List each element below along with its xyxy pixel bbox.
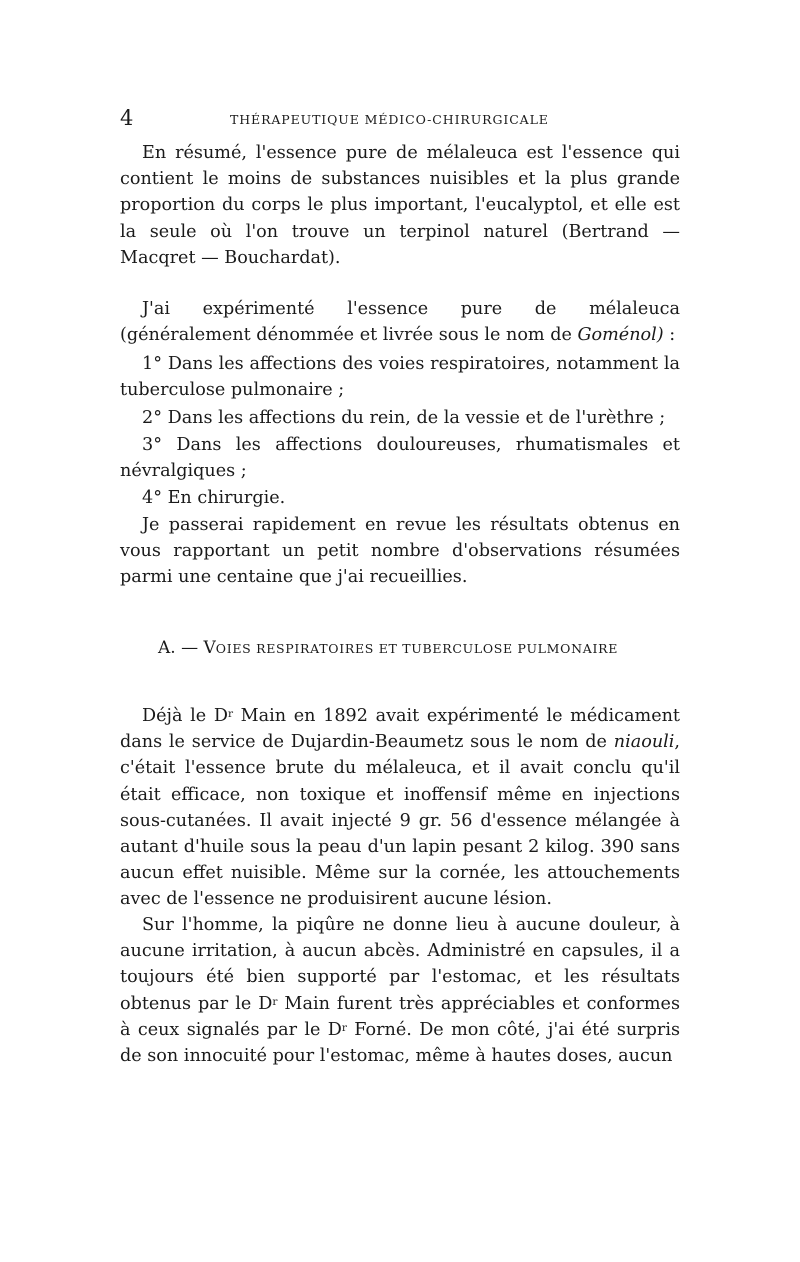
p1-text-c: , c'était l'essence brute du mélaleuca, et il avait conclu qu'il était efficace, non toxique et inoffensif même en injections sous-cutanées. Il avait injecté 9 gr. 56 d'essence mélangée à autant d'huile sous la peau d'un lapin pesant 2 kilog. 390 sans aucun effet nuisible. Même sur la cornée, les attouchements avec de l'essence ne produisirent aucune lésion. (120, 732, 680, 910)
item-2-text: 2° Dans les affections du rein, de la vessie et de l'urèthre ; (142, 408, 666, 428)
paragraph-main-1 (120, 703, 680, 913)
p2-text-c: Forné. De mon côté, j'ai été surpris de son innocuité pour l'estomac, même à hautes doses, aucun (120, 1019, 680, 1067)
p1-text-a: Déjà le D (142, 706, 228, 726)
page-number: 4 (120, 106, 134, 130)
p1-text-b: Main en 1892 avait expérimenté le médicament dans le service de Dujardin-Beaumetz sous le nom de (120, 706, 681, 753)
experiment-text: J'ai expérimenté l'essence pure de mélaleuca (généralement dénommée et livrée sous le nom de (120, 299, 680, 346)
section-title-rest: OIES RESPIRATOIRES ET TUBERCULOSE PULMONAIRE (215, 641, 619, 656)
p2-superscript-2: r (341, 1021, 347, 1034)
p2-text-a: Sur l'homme, la piqûre ne donne lieu à aucune douleur, à aucune irritation, à aucun abcès. Administré en capsules, il a toujours été bien supporté par l'estomac, et les résultats obtenus par le D (120, 915, 680, 1014)
list-item-4 (120, 485, 680, 511)
closing-text: Je passerai rapidement en revue les résultats obtenus en vous rapportant un petit nombre d'observations résumées parmi une centaine que j'ai recueillies. (120, 515, 680, 588)
niaouli-term: niaouli (613, 732, 675, 753)
resume-text: En résumé, l'essence pure de mélaleuca est l'essence qui contient le moins de substances nuisibles et la plus grande proportion du corps le plus important, l'eucalyptol, et elle est la seule où l'on trouve un terpinol naturel (Bertrand — Macqret — Bouchardat). (120, 143, 680, 268)
paragraph-main-2 (120, 912, 680, 1069)
list-item-2 (120, 405, 680, 431)
list-item-1 (120, 351, 680, 403)
item-3-text: 3° Dans les affections douloureuses, rhumatismales et névralgiques ; (120, 435, 680, 482)
p2-superscript-1: r (272, 995, 278, 1008)
gomenol-term: Goménol) (577, 325, 664, 346)
paragraph-closing (120, 512, 680, 591)
section-heading (158, 638, 618, 658)
item-1-text: 1° Dans les affections des voies respiratoires, notamment la tuberculose pulmonaire ; (120, 354, 680, 401)
p1-superscript: r (227, 708, 233, 720)
experiment-end: : (663, 325, 676, 346)
paragraph-resume (120, 140, 680, 271)
item-4-text: 4° En chirurgie. (142, 488, 286, 508)
running-title: THÉRAPEUTIQUE MÉDICO-CHIRURGICALE (230, 112, 549, 127)
list-item-3 (120, 432, 680, 484)
paragraph-experiment (120, 296, 680, 348)
p2-text-b: Main furent très appréciables et conformes à ceux signalés par le D (120, 993, 680, 1040)
section-prefix: A. — V (158, 638, 216, 658)
